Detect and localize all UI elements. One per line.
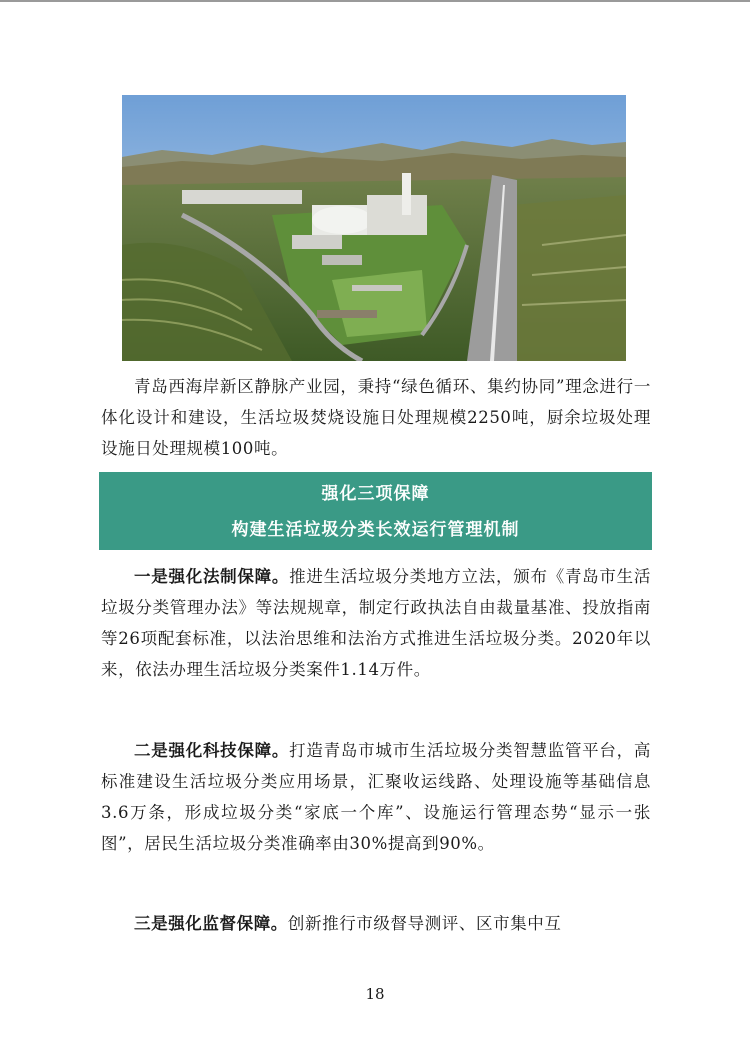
- section-supervision-lead: 三是强化监督保障。: [134, 914, 288, 933]
- section-legal-lead: 一是强化法制保障。: [134, 567, 290, 586]
- section-legal-text: 推进生活垃圾分类地方立法，颁布《青岛市生活垃圾分类管理办法》等法规规章，制定行政执法自由裁量基准、投放指南等26项配套标准，以法治思维和法治方式推进生活垃圾分类。2020年以来，依法办理生活垃圾分类案件1.14万件。: [101, 567, 651, 679]
- banner-title: 强化三项保障: [321, 484, 430, 504]
- banner-subtitle: 构建生活垃圾分类长效运行管理机制: [231, 520, 520, 540]
- photo-caption: 青岛西海岸新区静脉产业园，秉持“绿色循环、集约协同”理念进行一体化设计和建设，生活垃圾焚烧设施日处理规模2250吨，厨余垃圾处理设施日处理规模100吨。: [101, 377, 651, 458]
- section-supervision: [101, 908, 651, 939]
- page-number: 18: [365, 985, 385, 1003]
- section-banner: [99, 472, 652, 550]
- section-legal: [101, 561, 651, 685]
- section-supervision-text: 创新推行市级督导测评、区市集中互: [287, 914, 562, 933]
- section-tech-text: 打造青岛市城市生活垃圾分类智慧监管平台，高标准建设生活垃圾分类应用场景，汇聚收运线路、处理设施等基础信息3.6万条，形成垃圾分类“家底一个库”、设施运行管理态势“显示一张图”，居民生活垃圾分类准确率由30%提高到90%。: [101, 741, 651, 853]
- section-tech-lead: 二是强化科技保障。: [134, 741, 290, 760]
- section-tech: [101, 735, 651, 859]
- industrial-park-aerial-photo: [122, 95, 626, 361]
- top-border: [0, 0, 750, 2]
